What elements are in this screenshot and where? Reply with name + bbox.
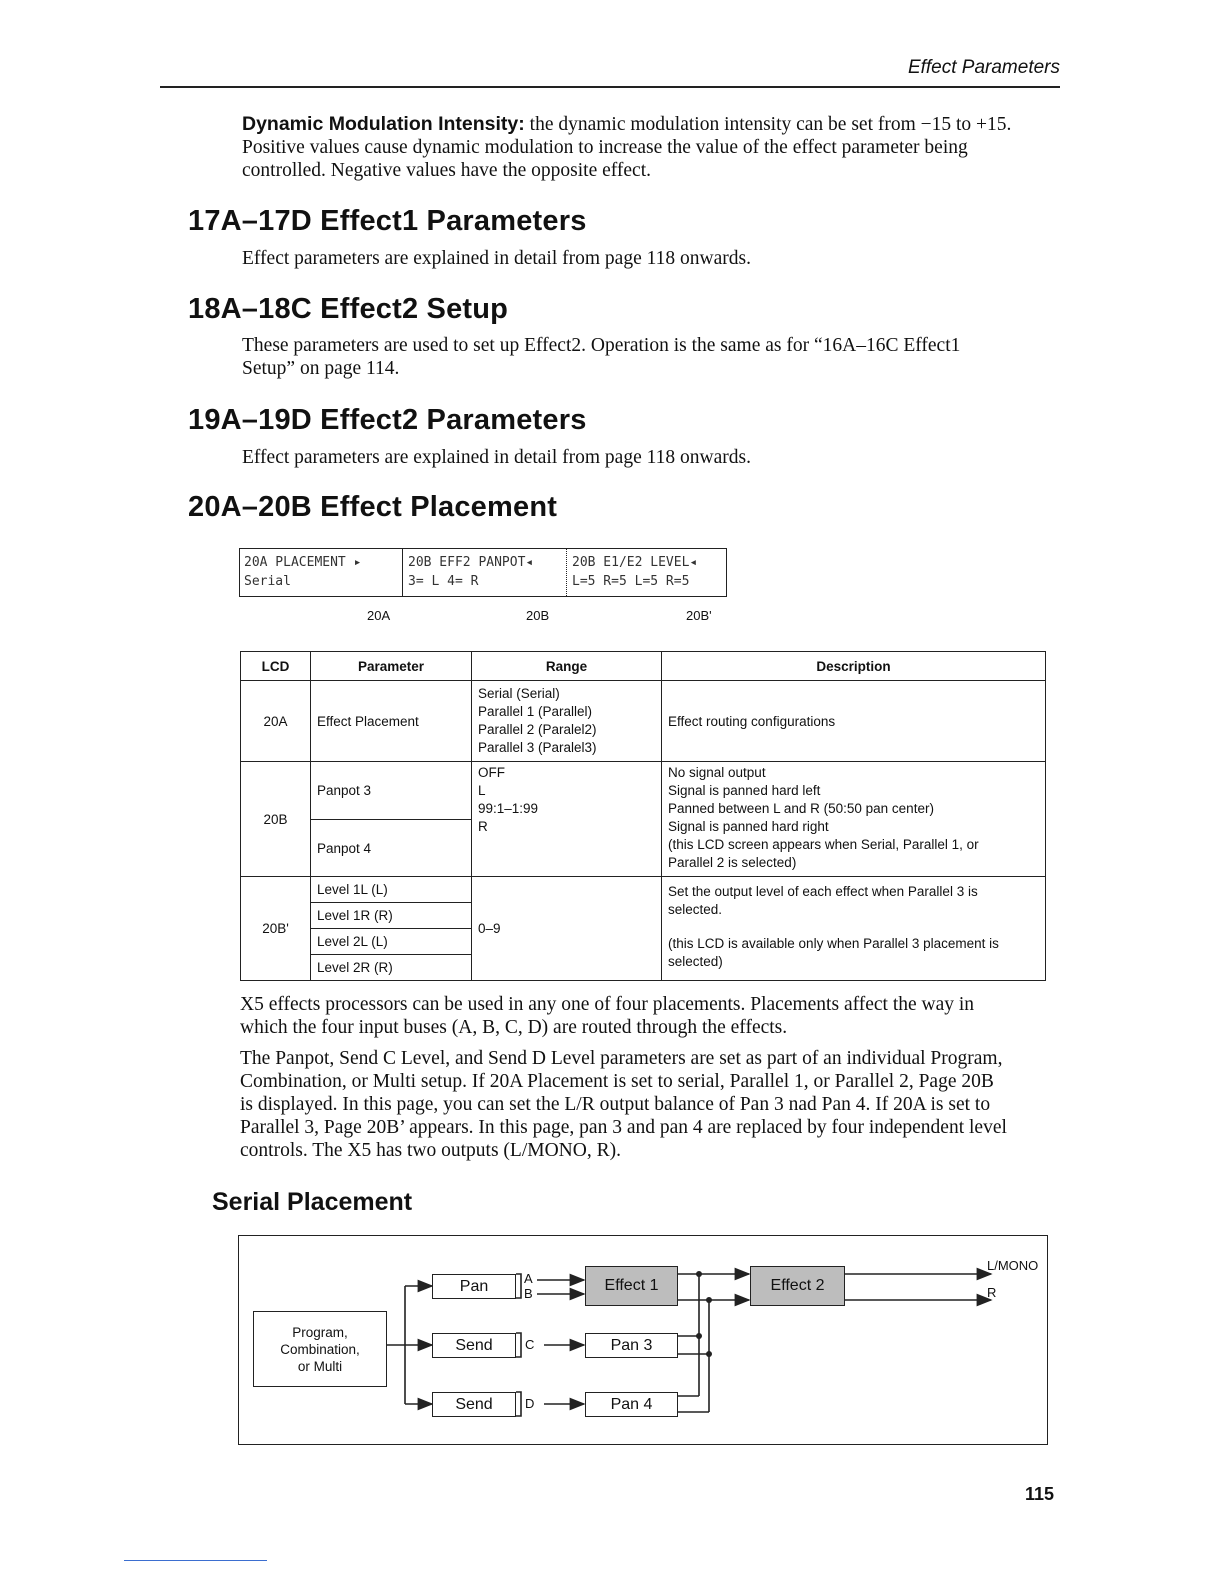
text-line: X5 effects processors can be used in any one of four placements. Placements affect the way in	[240, 994, 975, 1015]
footer-line	[124, 1560, 267, 1561]
section-text-17a: Effect parameters are explained in detail from page 118 onwards.	[242, 248, 751, 269]
send-c-box: Send	[432, 1333, 516, 1358]
table-header-row	[241, 652, 1046, 681]
serial-placement-heading: Serial Placement	[212, 1188, 413, 1216]
output-label-lmono: L/MONO	[987, 1258, 1039, 1273]
cell-line: (this LCD screen appears when Serial, Parallel 1, or	[668, 837, 979, 852]
effect2-box: Effect 2	[750, 1266, 845, 1306]
table-cell	[472, 681, 662, 762]
table-cell	[662, 762, 1046, 877]
table-cell: Panpot 3	[311, 762, 472, 820]
section-heading-19a: 19A–19D Effect2 Parameters	[188, 404, 587, 436]
text-line: Setup” on page 114.	[242, 358, 400, 379]
cell-line: (this LCD is available only when Parallel 3 placement is	[668, 936, 999, 951]
effect1-box: Effect 1	[585, 1266, 678, 1306]
bus-label-b: B	[524, 1286, 533, 1301]
source-line: Program,	[292, 1324, 348, 1340]
cell-line: Parallel 3 (Paralel3)	[478, 740, 597, 755]
cell-line: selected)	[668, 954, 723, 969]
output-label-r: R	[987, 1285, 997, 1300]
cell-line: selected.	[668, 902, 723, 917]
lcd-line: L=5 R=5 L=5 R=5	[572, 574, 690, 589]
section-heading-17a: 17A–17D Effect1 Parameters	[188, 205, 587, 237]
table-cell: 20B'	[241, 877, 311, 981]
lcd-screens	[239, 548, 727, 597]
lcd-divider	[402, 549, 403, 596]
cell-line: Panned between L and R (50:50 pan center)	[668, 801, 934, 816]
table-row	[241, 762, 1046, 820]
section-text-18a	[242, 334, 1062, 380]
text-line: The Panpot, Send C Level, and Send D Level parameters are set as part of an individual Program,	[240, 1048, 1003, 1069]
table-cell: Level 2L (L)	[311, 929, 472, 955]
cell-line: R	[478, 819, 488, 834]
column-header: Description	[662, 652, 1046, 681]
table-cell	[662, 877, 1046, 981]
cell-line: OFF	[478, 765, 505, 780]
cell-line: Parallel 2 (Paralel2)	[478, 722, 597, 737]
cell-line: Parallel 1 (Parallel)	[478, 704, 593, 719]
pan3-box: Pan 3	[585, 1333, 678, 1358]
lcd-line: 20B E1/E2 LEVEL◂	[572, 555, 698, 570]
text-line: is displayed. In this page, you can set the L/R output balance of Pan 3 nad Pan 4. If 20A is set to	[240, 1094, 991, 1115]
pan-box: Pan	[432, 1274, 516, 1299]
cell-line: Signal is panned hard left	[668, 783, 821, 798]
intro-line: the dynamic modulation intensity can be set from −15 to +15.	[529, 114, 1012, 135]
table-row	[241, 877, 1046, 903]
cell-line: Serial (Serial)	[478, 686, 560, 701]
cell-line: Set the output level of each effect when Parallel 3 is	[668, 884, 978, 899]
table-cell	[472, 762, 662, 877]
table-cell: 20B	[241, 762, 311, 877]
send-d-box: Send	[432, 1392, 516, 1417]
section-heading-18a: 18A–18C Effect2 Setup	[188, 293, 509, 325]
cell-line: L	[478, 783, 486, 798]
lcd-label-20a: 20A	[367, 608, 391, 623]
text-line: Combination, or Multi setup. If 20A Placement is set to serial, Parallel 1, or Parallel 2, Page 20B	[240, 1071, 994, 1092]
table-cell: 20A	[241, 681, 311, 762]
table-row	[241, 681, 1046, 762]
bus-label-a: A	[524, 1271, 533, 1286]
text-line: which the four input buses (A, B, C, D) are routed through the effects.	[240, 1017, 788, 1038]
table-cell: Level 2R (R)	[311, 955, 472, 981]
source-box	[253, 1311, 387, 1387]
lcd-20a	[240, 549, 402, 596]
table-cell: Effect routing configurations	[662, 681, 1046, 762]
table-cell: Panpot 4	[311, 820, 472, 877]
table-cell: 0–9	[472, 877, 662, 981]
text-line: Parallel 3, Page 20B’ appears. In this page, pan 3 and pan 4 are replaced by four independent level	[240, 1117, 1007, 1138]
lcd-20b-prime	[568, 549, 728, 596]
body-paragraph	[240, 993, 1070, 1039]
pan4-box: Pan 4	[585, 1392, 678, 1417]
running-header: Effect Parameters	[907, 57, 1060, 78]
lcd-line: Serial	[244, 574, 291, 589]
cell-line: No signal output	[668, 765, 766, 780]
cell-line: 99:1–1:99	[478, 801, 539, 816]
cell-line: Signal is panned hard right	[668, 819, 829, 834]
body-paragraph	[240, 1047, 1070, 1162]
column-header: LCD	[241, 652, 311, 681]
section-heading-20a: 20A–20B Effect Placement	[188, 491, 558, 523]
table-cell: Level 1L (L)	[311, 877, 472, 903]
table-cell: Effect Placement	[311, 681, 472, 762]
intro-line: Positive values cause dynamic modulation to increase the value of the effect parameter being	[242, 137, 968, 158]
bus-label-d: D	[525, 1396, 535, 1411]
lcd-line: 20B EFF2 PANPOT◂	[408, 555, 534, 570]
intro-paragraph	[242, 113, 1062, 182]
table-cell: Level 1R (R)	[311, 903, 472, 929]
lcd-line: 3= L 4= R	[408, 574, 479, 589]
section-text-19a: Effect parameters are explained in detail from page 118 onwards.	[242, 447, 751, 468]
lcd-20b	[404, 549, 566, 596]
lcd-label-20b-prime: 20B'	[686, 608, 712, 623]
parameter-table	[240, 651, 1046, 981]
lcd-label-20b: 20B	[526, 608, 550, 623]
lcd-divider	[566, 549, 567, 596]
text-line: These parameters are used to set up Effect2. Operation is the same as for “16A–16C Effect1	[242, 335, 961, 356]
cell-spacer	[668, 919, 1039, 935]
page-number: 115	[1024, 1484, 1054, 1504]
column-header: Parameter	[311, 652, 472, 681]
lcd-line: 20A PLACEMENT ▸	[244, 555, 362, 570]
intro-term: Dynamic Modulation Intensity:	[242, 113, 525, 135]
source-line: Combination,	[280, 1341, 360, 1357]
serial-placement-diagram	[238, 1235, 1048, 1445]
header-rule	[160, 86, 1060, 88]
column-header: Range	[472, 652, 662, 681]
bus-label-c: C	[525, 1337, 535, 1352]
cell-line: Parallel 2 is selected)	[668, 855, 797, 870]
source-line: or Multi	[297, 1358, 343, 1374]
text-line: controls. The X5 has two outputs (L/MONO, R).	[240, 1140, 621, 1161]
intro-line: controlled. Negative values have the opposite effect.	[242, 160, 651, 181]
